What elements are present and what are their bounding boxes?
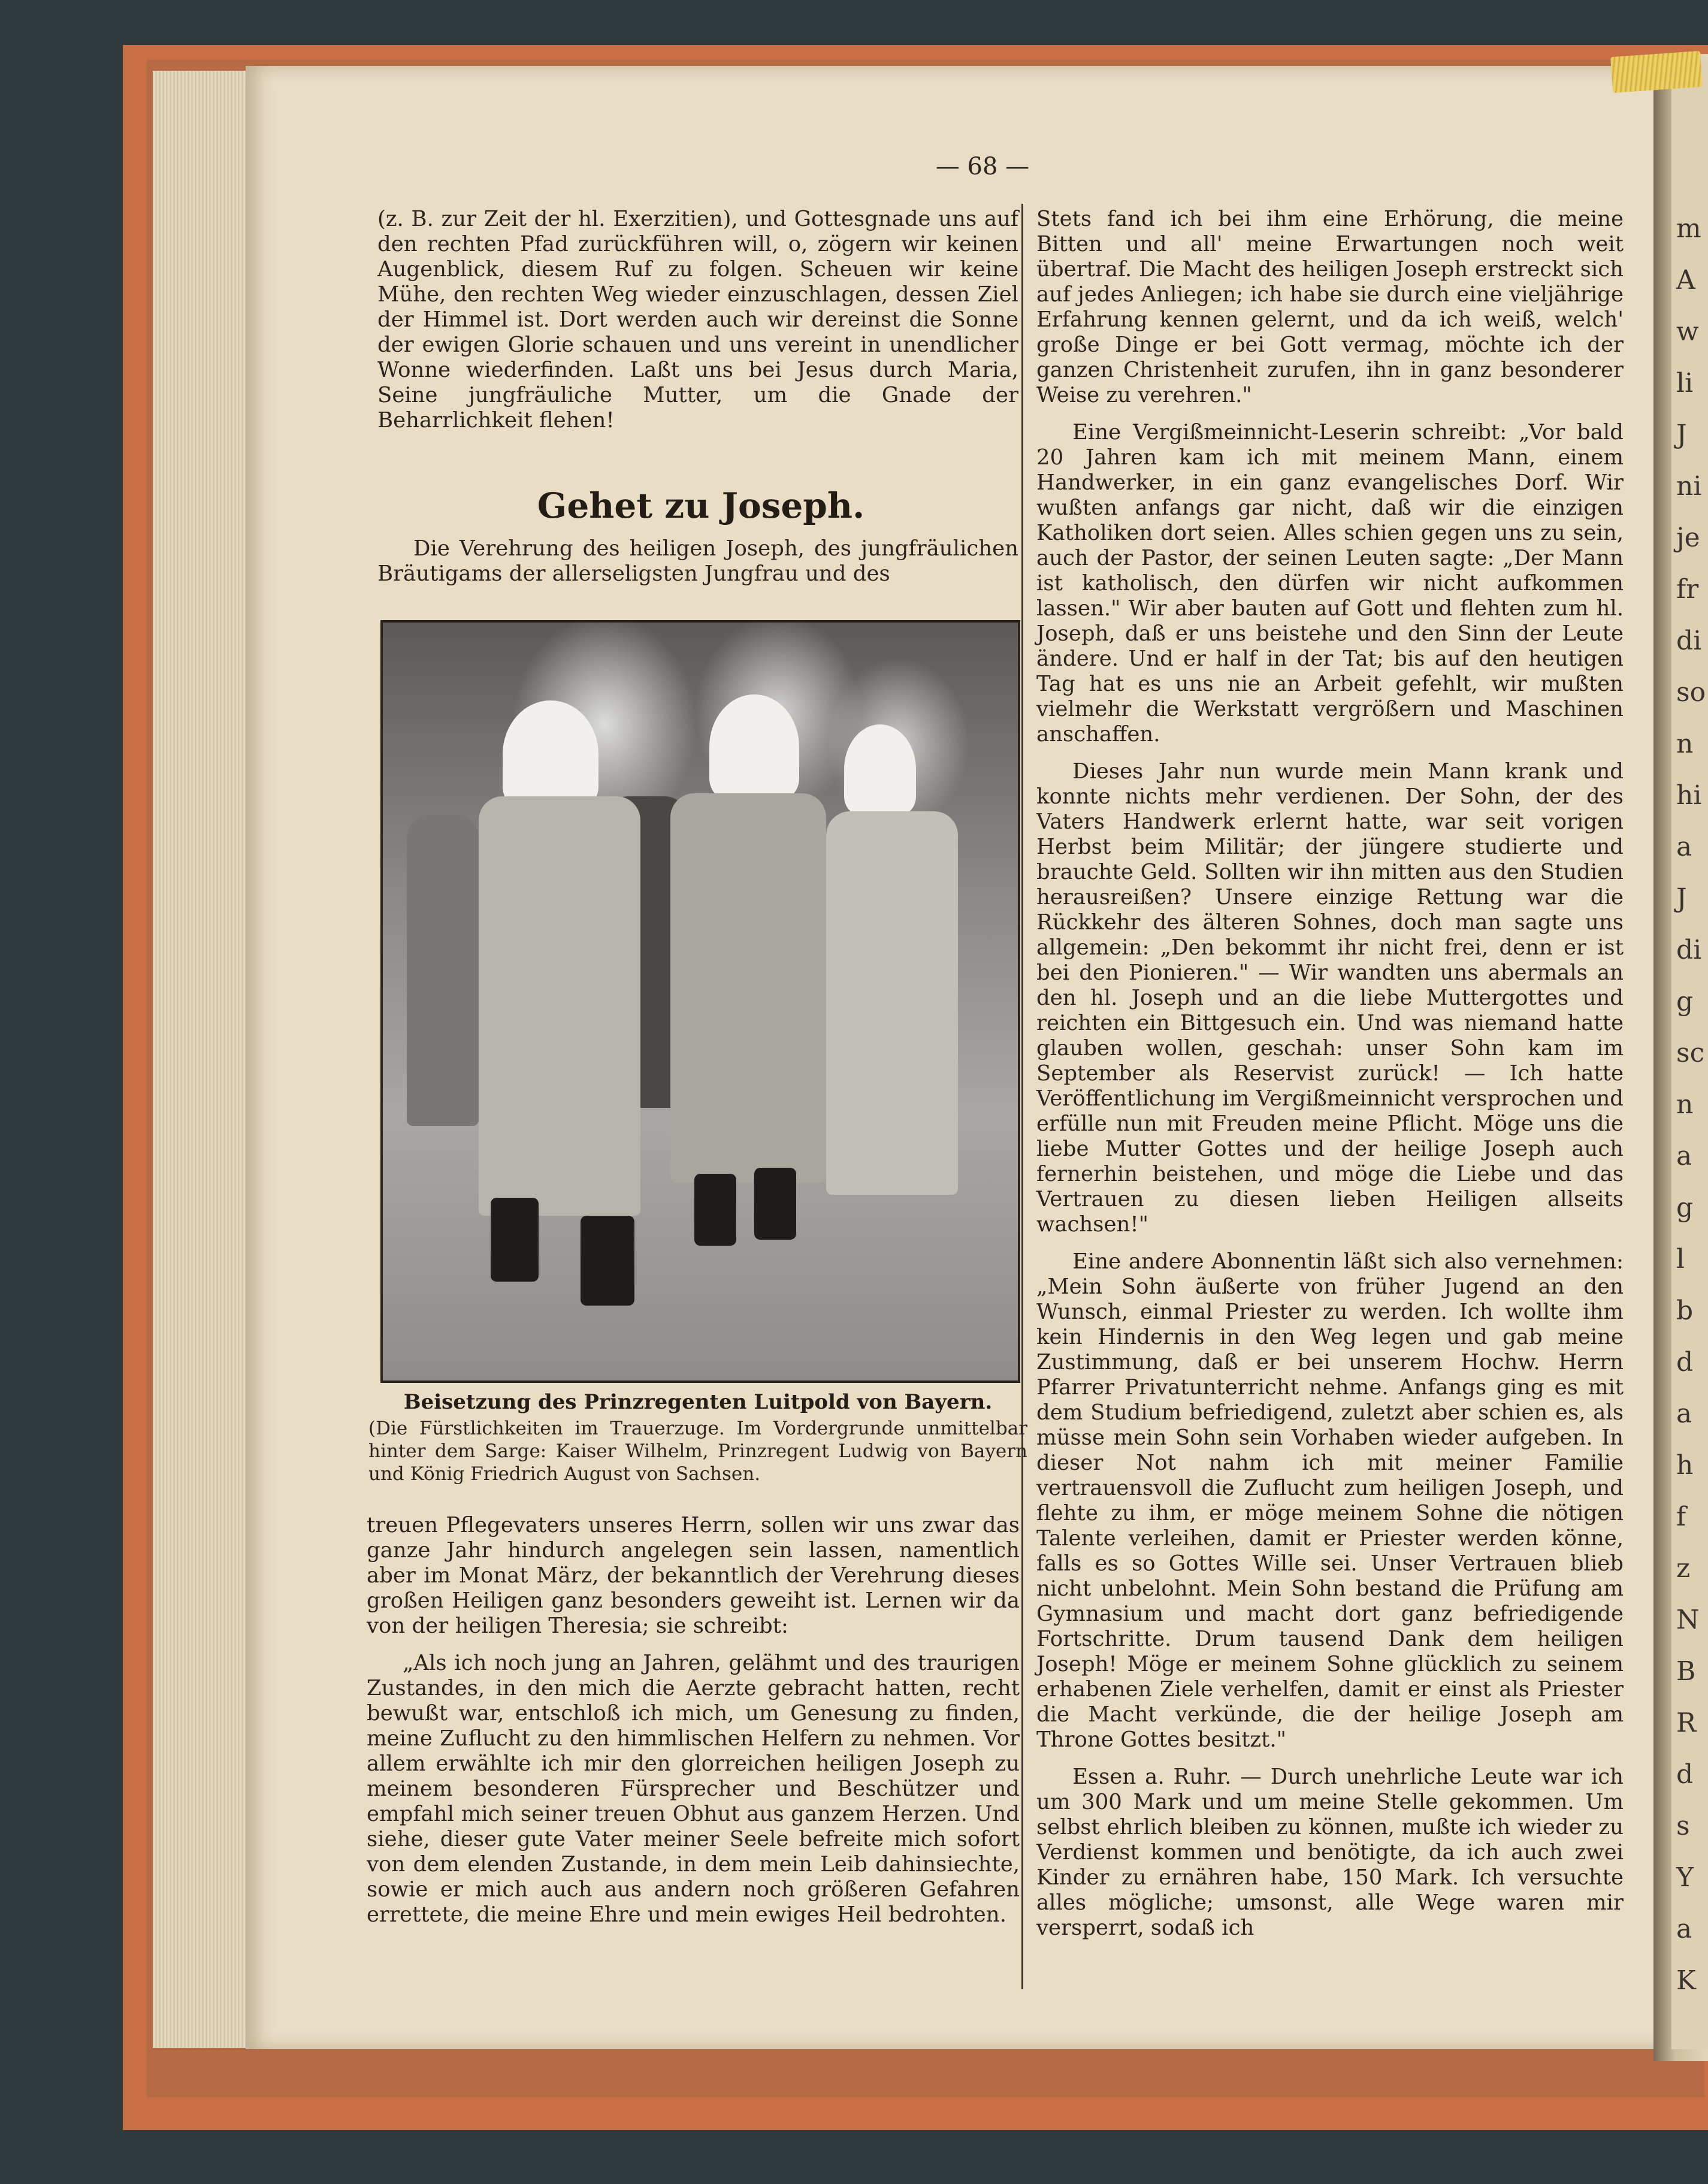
photo-caption-text: (Die Fürstlichkeiten im Trauerzuge. Im Vordergrunde unmittelbar hinter dem Sarge: Kaiser Wilhelm, Prinzregent Ludwig von Bayern und König Friedrich August von Sachsen. (368, 1418, 1027, 1485)
right-page-fragment: R (1676, 1708, 1697, 1738)
boot (754, 1168, 796, 1240)
right-page-fragment: B (1676, 1656, 1696, 1687)
right-page-fragment: je (1676, 522, 1700, 553)
right-column-text (1036, 207, 1624, 1953)
right-page-fragment: fr (1676, 574, 1699, 605)
helmet-plume (709, 694, 799, 799)
page-edges (153, 71, 249, 2048)
boot (581, 1216, 634, 1306)
figure-kaiser (479, 796, 640, 1216)
right-page-fragment: di (1676, 626, 1702, 656)
right-page-fragment: n (1676, 1089, 1694, 1120)
left-lower-text (367, 1513, 1020, 1940)
right-page-fragment: f (1676, 1502, 1686, 1532)
right-page-fragment: N (1676, 1605, 1700, 1635)
right-page-fragment: d (1676, 1759, 1694, 1790)
right-page-fragment: J (1676, 419, 1687, 450)
helmet-plume (503, 700, 598, 808)
right-page-fragment: s (1676, 1811, 1690, 1841)
right-page-fragment: A (1676, 265, 1695, 295)
right-page-fragment: li (1676, 368, 1694, 398)
right-paragraph-3: Dieses Jahr nun wurde mein Mann krank und konnte nichts mehr verdienen. Der Sohn, der des Vaters Handwerk erlernt hatte, war seit vorigen Herbst beim Militär; der jüngere studierte und brauchte Geld. Sollten wir ihn mitten aus den Studien herausreißen? Unsere einzige Rettung war die Rückkehr des älteren Sohnes, doch man sagte uns allgemein: „Den bekommt ihr nicht frei, denn er ist bei den Pionieren." — Wir wandten uns abermals an den hl. Joseph und an die liebe Muttergottes und reichten ein Bittgesuch ein. Und was niemand hatte glauben wollen, geschah: unser Sohn kam im September als Reservist zurück! — Ich hatte Veröffentlichung im Vergißmeinnicht versprochen und erfülle nun mit Freuden meine Pflicht. Möge uns die liebe Mutter Gottes und der heilige Joseph auch fernerhin beistehen, und möge die Liebe und das Vertrauen zu diesen lieben Heiligen allseits wachsen!" (1036, 759, 1624, 1237)
right-page-fragment: so (1676, 677, 1706, 708)
right-page-edge (1671, 60, 1708, 2049)
intro-paragraph: (z. B. zur Zeit der hl. Exerzitien), und Gottesgnade uns auf den rechten Pfad zurückführen will, o, zögern wir keinen Augenblick, diesem Ruf zu folgen. Scheuen wir keine Mühe, den rechten Weg wieder einzuschlagen, dessen Ziel der Himmel ist. Dort werden auch wir dereinst die Sonne der ewigen Glorie schauen und uns vereint in unendlicher Wonne wiederfinden. Laßt uns bei Jesus durch Maria, Seine jungfräuliche Mutter, um die Gnade der Beharrlichkeit flehen! (377, 207, 1018, 433)
right-page-fragment: hi (1676, 780, 1702, 811)
right-page-fragment: ni (1676, 471, 1702, 502)
right-page-fragment: di (1676, 935, 1702, 965)
right-page-fragment: h (1676, 1450, 1694, 1481)
right-page-fragment: b (1676, 1295, 1694, 1326)
right-page-fragment: J (1676, 883, 1687, 914)
quote-paragraph: „Als ich noch jung an Jahren, gelähmt und des traurigen Zustandes, in den mich die Aerzte gebracht hatten, recht bewußt war, entschloß ich mich, um Genesung zu finden, meine Zuflucht zu den himmlischen Helfern zu nehmen. Vor allem erwählte ich mir den glorreichen heiligen Joseph zu meinem besonderen Fürsprecher und Beschützer und empfahl mich seiner treuen Obhut aus ganzem Herzen. Und siehe, dieser gute Vater meiner Seele befreite mich sofort von dem elenden Zustande, in dem mein Leib dahinsiechte, sowie er mich auch aus andern noch größeren Gefahren errettete, die meine Ehre und mein ewiges Heil bedrohten. (367, 1651, 1020, 1927)
right-page-fragment: Y (1676, 1862, 1694, 1893)
figure-koenig (826, 811, 958, 1195)
right-page-fragment: a (1676, 1914, 1692, 1944)
funeral-procession-photo (380, 620, 1020, 1383)
right-page-fragment: g (1676, 1192, 1694, 1223)
page-number: — 68 — (935, 153, 1030, 180)
right-page-fragment: l (1676, 1244, 1685, 1274)
right-page-fragment: a (1676, 1398, 1692, 1429)
right-paragraph-4: Eine andere Abonnentin läßt sich also vernehmen: „Mein Sohn äußerte von früher Jugend an den Wunsch, einmal Priester zu werden. Ich wollte ihm kein Hindernis in den Weg legen und gab meine Zustimmung, daß er bei unserem Hochw. Herrn Pfarrer Privatunterricht nehme. Anfangs ging es mit dem Studium befriedigend, zuletzt aber schien es, als müsse mein Sohn sein Vorhaben wieder aufgeben. In dieser Not nahm ich mit meiner Familie vertrauensvoll die Zuflucht zum heiligen Joseph, und flehte zu ihm, er möge meinem Sohne die nötigen Talente verleihen, damit er Priester werden könne, falls es so Gottes Wille sei. Unser Vertrauen blieb nicht unbelohnt. Mein Sohn bestand die Prüfung am Gymnasium und macht dort ganz befriedigende Fortschritte. Drum tausend Dank dem heiligen Joseph! Möge er meinem Sohne glücklich zu seinem erhabenen Ziele verhelfen, damit er einst als Priester die Macht verkünde, die der heilige Joseph am Throne Gottes besitzt." (1036, 1249, 1624, 1752)
right-page-fragment: K (1676, 1965, 1696, 1996)
boot (694, 1174, 736, 1246)
heading-paragraph-block (377, 536, 1018, 599)
right-page-fragment: d (1676, 1347, 1694, 1378)
right-page-fragment: z (1676, 1553, 1691, 1584)
right-paragraph-5: Essen a. Ruhr. — Durch unehrliche Leute war ich um 300 Mark und um meine Stelle gekommen. Um selbst ehrlich bleiben zu können, mußte ich wieder zu Verdienst kommen und benötigte, da ich auch zwei Kinder zu ernähren habe, 150 Mark. Ich versuchte alles mögliche; umsonst, alle Wege waren mir versperrt, sodaß ich (1036, 1765, 1624, 1940)
right-page-fragment: sc (1676, 1038, 1705, 1068)
continuation-paragraph: treuen Pflegevaters unseres Herrn, sollen wir uns zwar das ganze Jahr hindurch angelegen sein lassen, namentlich aber im Monat März, der bekanntlich der Verehrung dieses großen Heiligen ganz besonders geweiht ist. Lernen wir da von der heiligen Theresia; sie schreibt: (367, 1513, 1020, 1638)
heading-paragraph: Die Verehrung des heiligen Joseph, des jungfräulichen Bräutigams der allerseligsten Jungfrau und des (377, 536, 1018, 586)
right-page-fragment: a (1676, 832, 1692, 862)
column-rule (1021, 204, 1023, 1989)
right-page-fragment: n (1676, 729, 1694, 759)
boot (491, 1198, 539, 1282)
article-heading: Gehet zu Joseph. (537, 485, 865, 526)
photo-caption-title: Beisetzung des Prinzregenten Luitpold von Bayern. (403, 1390, 993, 1414)
right-paragraph-1: Stets fand ich bei ihm eine Erhörung, die meine Bitten und all' meine Erwartungen noch weit übertraf. Die Macht des heiligen Joseph erstreckt sich auf jedes Anliegen; ich habe sie durch eine vieljährige Erfahrung kennen gelernt, und da ich weiß, welch' große Dinge er bei Gott vermag, möchte ich der ganzen Christenheit zurufen, ihn in ganz besonderer Weise zu verehren." (1036, 207, 1624, 407)
left-intro-text (377, 207, 1018, 445)
right-page-fragment: m (1676, 213, 1701, 244)
figure-prinzregent (670, 793, 826, 1183)
right-page-fragment: w (1676, 316, 1699, 347)
right-paragraph-2: Eine Vergißmeinnicht-Leserin schreibt: „Vor bald 20 Jahren kam ich mit meinem Mann, einem Handwerker, in ein ganz evangelisches Dorf. Wir wußten anfangs gar nicht, daß wir die einzigen Katholiken dort seien. Alles schien gegen uns zu sein, auch der Pastor, der seinen Leuten sagte: „Der Mann ist katholisch, den dürfen wir nicht aufkommen lassen." Wir aber bauten auf Gott und flehten zum hl. Joseph, daß er uns beistehe und den Sinn der Leute ändere. Und er half in der Tat; bis auf den heutigen Tag hat es uns nie an Arbeit gefehlt, wir mußten vielmehr die Werkstatt vergrößern und Maschinen anschaffen. (1036, 420, 1624, 747)
helmet-plume (844, 724, 916, 814)
right-page-fragment: a (1676, 1141, 1692, 1171)
right-page-fragment: g (1676, 986, 1694, 1017)
bookmark-ribbon (1610, 51, 1703, 93)
figure-background (407, 814, 479, 1126)
